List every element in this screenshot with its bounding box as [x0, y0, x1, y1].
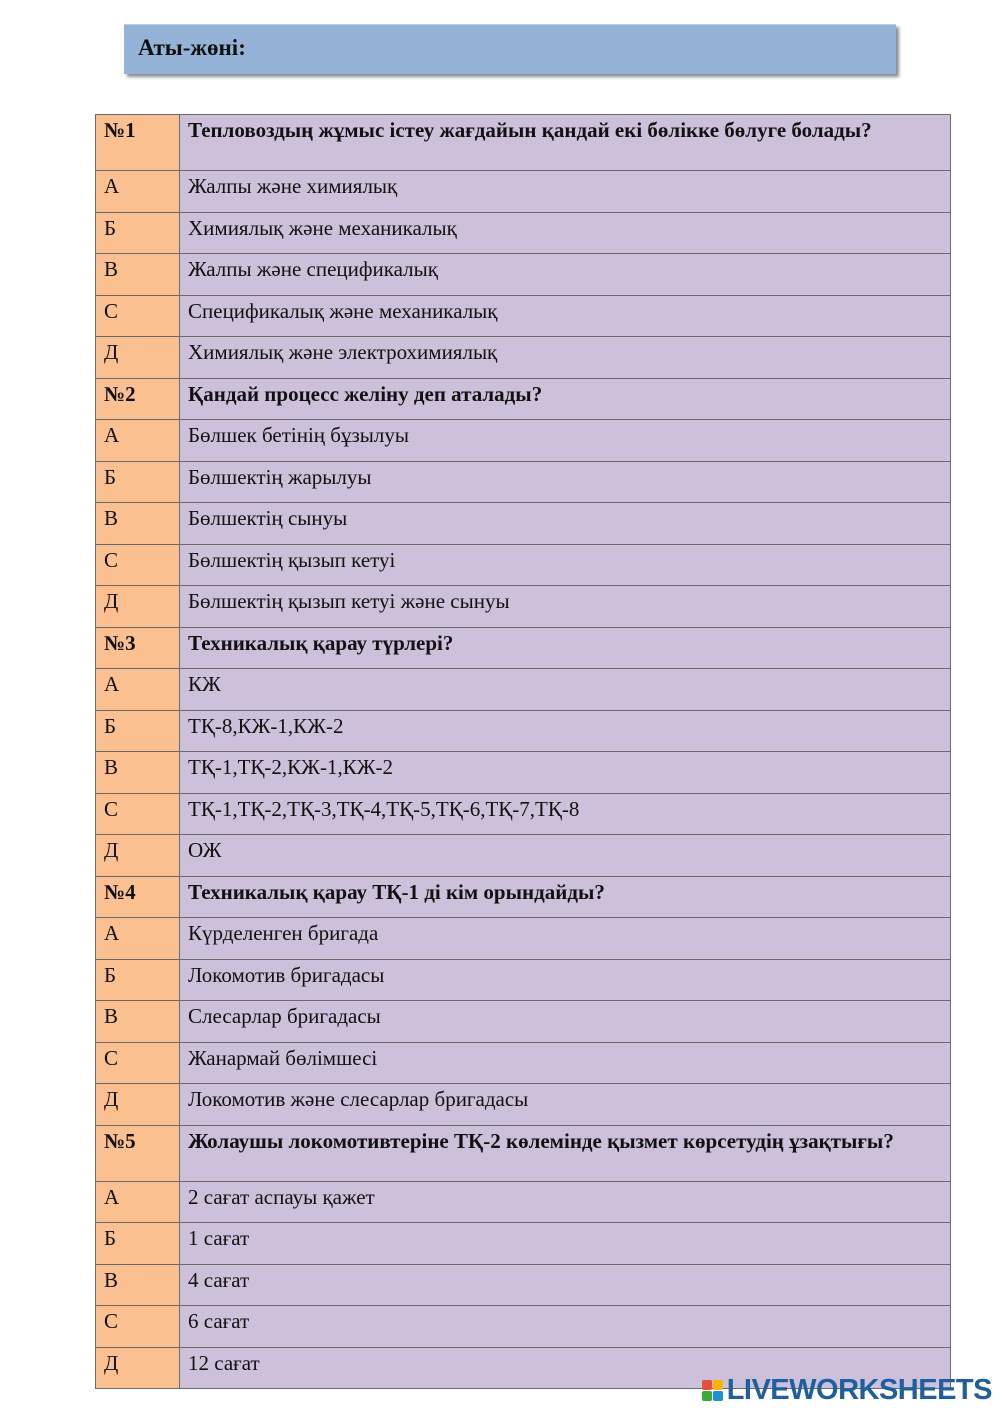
option-letter[interactable]: Б	[96, 1223, 180, 1265]
question-text: Техникалық қарау ТҚ-1 ді кім орындайды?	[180, 876, 951, 918]
answer-option-row[interactable]	[96, 752, 951, 794]
option-letter[interactable]: В	[96, 1001, 180, 1043]
answer-option-row[interactable]	[96, 171, 951, 213]
question-row	[96, 115, 951, 171]
option-letter[interactable]: А	[96, 669, 180, 711]
option-letter[interactable]: Д	[96, 1347, 180, 1389]
question-number: №5	[96, 1125, 180, 1181]
option-letter[interactable]: А	[96, 918, 180, 960]
question-row	[96, 627, 951, 669]
answer-option-row[interactable]	[96, 254, 951, 296]
option-text[interactable]: 4 сағат	[180, 1264, 951, 1306]
option-text[interactable]: Химиялық және механикалық	[180, 212, 951, 254]
answer-option-row[interactable]	[96, 544, 951, 586]
answer-option-row[interactable]	[96, 710, 951, 752]
question-text: Тепловоздың жұмыс істеу жағдайын қандай екі бөлікке бөлуге болады?	[180, 115, 951, 171]
option-letter[interactable]: Д	[96, 1084, 180, 1126]
option-text[interactable]: ТҚ-1,ТҚ-2,ТҚ-3,ТҚ-4,ТҚ-5,ТҚ-6,ТҚ-7,ТҚ-8	[180, 793, 951, 835]
option-text[interactable]: Бөлшек бетінің бұзылуы	[180, 420, 951, 462]
question-row	[96, 1125, 951, 1181]
option-letter[interactable]: Б	[96, 212, 180, 254]
answer-option-row[interactable]	[96, 835, 951, 877]
answer-option-row[interactable]	[96, 1001, 951, 1043]
option-text[interactable]: Күрделенген бригада	[180, 918, 951, 960]
answer-option-row[interactable]	[96, 212, 951, 254]
option-text[interactable]: Слесарлар бригадасы	[180, 1001, 951, 1043]
question-text: Техникалық қарау түрлері?	[180, 627, 951, 669]
option-letter[interactable]: С	[96, 1042, 180, 1084]
option-text[interactable]: КЖ	[180, 669, 951, 711]
logo-text: LIVEWORKSHEETS	[726, 1374, 992, 1406]
logo-square-yellow	[713, 1380, 723, 1390]
option-text[interactable]: Жанармай бөлімшесі	[180, 1042, 951, 1084]
answer-option-row[interactable]	[96, 295, 951, 337]
option-letter[interactable]: В	[96, 254, 180, 296]
option-letter[interactable]: Д	[96, 337, 180, 379]
option-text[interactable]: Бөлшектің қызып кетуі және сынуы	[180, 586, 951, 628]
option-letter[interactable]: С	[96, 793, 180, 835]
option-text[interactable]: Локомотив және слесарлар бригадасы	[180, 1084, 951, 1126]
answer-option-row[interactable]	[96, 959, 951, 1001]
option-letter[interactable]: А	[96, 420, 180, 462]
logo-square-blue	[713, 1391, 723, 1401]
option-text[interactable]: 12 сағат	[180, 1347, 951, 1389]
option-letter[interactable]: С	[96, 544, 180, 586]
answer-option-row[interactable]	[96, 918, 951, 960]
option-text[interactable]: Бөлшектің қызып кетуі	[180, 544, 951, 586]
option-text[interactable]: 6 сағат	[180, 1306, 951, 1348]
answer-option-row[interactable]	[96, 586, 951, 628]
option-letter[interactable]: А	[96, 1181, 180, 1223]
option-text[interactable]: 1 сағат	[180, 1223, 951, 1265]
option-letter[interactable]: В	[96, 1264, 180, 1306]
question-text: Жолаушы локомотивтеріне ТҚ-2 көлемінде қызмет көрсетудің ұзақтығы?	[180, 1125, 951, 1181]
option-letter[interactable]: Д	[96, 586, 180, 628]
question-row	[96, 378, 951, 420]
answer-option-row[interactable]	[96, 1264, 951, 1306]
option-letter[interactable]: Б	[96, 959, 180, 1001]
question-text: Қандай процесс желіну деп аталады?	[180, 378, 951, 420]
answer-option-row[interactable]	[96, 461, 951, 503]
question-number: №3	[96, 627, 180, 669]
question-number: №2	[96, 378, 180, 420]
option-text[interactable]: Химиялық және электрохимиялық	[180, 337, 951, 379]
option-letter[interactable]: В	[96, 503, 180, 545]
question-number: №1	[96, 115, 180, 171]
option-text[interactable]: ТҚ-1,ТҚ-2,КЖ-1,КЖ-2	[180, 752, 951, 794]
question-row	[96, 876, 951, 918]
option-text[interactable]: Бөлшектің сынуы	[180, 503, 951, 545]
answer-option-row[interactable]	[96, 1181, 951, 1223]
answer-option-row[interactable]	[96, 1223, 951, 1265]
quiz-table	[95, 114, 951, 1389]
option-text[interactable]: Жалпы және спецификалық	[180, 254, 951, 296]
option-letter[interactable]: Б	[96, 461, 180, 503]
logo-square-red	[702, 1380, 712, 1390]
option-text[interactable]: ТҚ-8,КЖ-1,КЖ-2	[180, 710, 951, 752]
option-letter[interactable]: Д	[96, 835, 180, 877]
answer-option-row[interactable]	[96, 793, 951, 835]
answer-option-row[interactable]	[96, 1084, 951, 1126]
option-letter[interactable]: Б	[96, 710, 180, 752]
answer-option-row[interactable]	[96, 503, 951, 545]
name-label: Аты-жөні:	[138, 35, 246, 60]
option-letter[interactable]: А	[96, 171, 180, 213]
answer-option-row[interactable]	[96, 669, 951, 711]
option-text[interactable]: Жалпы және химиялық	[180, 171, 951, 213]
liveworksheets-logo-icon	[702, 1380, 723, 1401]
option-text[interactable]: Спецификалық және механикалық	[180, 295, 951, 337]
name-field-box[interactable]	[124, 24, 896, 74]
answer-option-row[interactable]	[96, 420, 951, 462]
option-text[interactable]: 2 сағат аспауы қажет	[180, 1181, 951, 1223]
logo-square-green	[702, 1391, 712, 1401]
option-text[interactable]: Бөлшектің жарылуы	[180, 461, 951, 503]
answer-option-row[interactable]	[96, 1306, 951, 1348]
answer-option-row[interactable]	[96, 337, 951, 379]
option-letter[interactable]: В	[96, 752, 180, 794]
option-text[interactable]: ОЖ	[180, 835, 951, 877]
answer-option-row[interactable]	[96, 1042, 951, 1084]
option-letter[interactable]: С	[96, 295, 180, 337]
option-text[interactable]: Локомотив бригадасы	[180, 959, 951, 1001]
option-letter[interactable]: С	[96, 1306, 180, 1348]
question-number: №4	[96, 876, 180, 918]
liveworksheets-logo	[702, 1374, 992, 1407]
